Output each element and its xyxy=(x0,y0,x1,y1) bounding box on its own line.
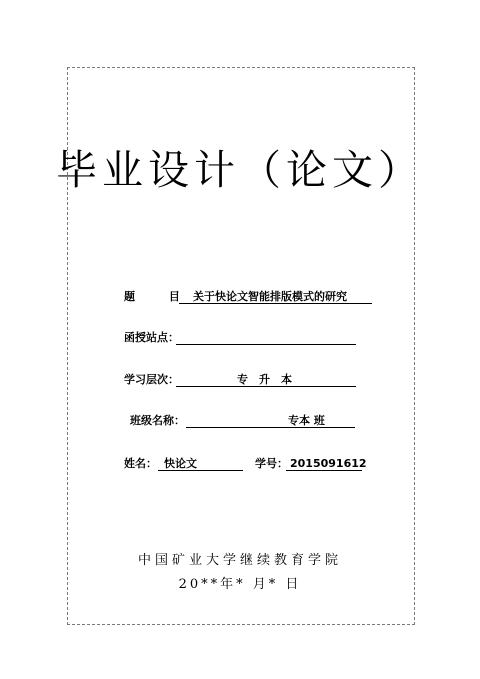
topic-row xyxy=(124,289,374,307)
level-value: 专 升 本 xyxy=(237,373,292,386)
class-row xyxy=(130,413,364,431)
class-label: 班级名称： xyxy=(130,414,185,427)
topic-label: 题 目： xyxy=(124,290,221,303)
level-label: 学习层次： xyxy=(124,373,179,386)
station-underline xyxy=(176,344,356,345)
topic-value: 关于快论文智能排版模式的研究 xyxy=(193,290,347,303)
document-title: 毕业设计（论文） xyxy=(56,146,424,194)
student-id-value: 2015091612 xyxy=(290,457,367,470)
name-id-row xyxy=(124,456,369,474)
level-row xyxy=(124,372,364,390)
station-label: 函授站点： xyxy=(124,331,179,344)
name-label: 姓名： xyxy=(124,457,157,470)
name-value: 快论文 xyxy=(164,457,197,470)
class-underline xyxy=(186,427,355,428)
institution-name: 中国矿业大学继续教育学院 xyxy=(137,553,342,568)
class-value: 专本 班 xyxy=(288,414,325,427)
document-date: 20**年* 月* 日 xyxy=(178,577,302,592)
station-row xyxy=(124,330,364,348)
student-id-label: 学号： xyxy=(255,457,288,470)
